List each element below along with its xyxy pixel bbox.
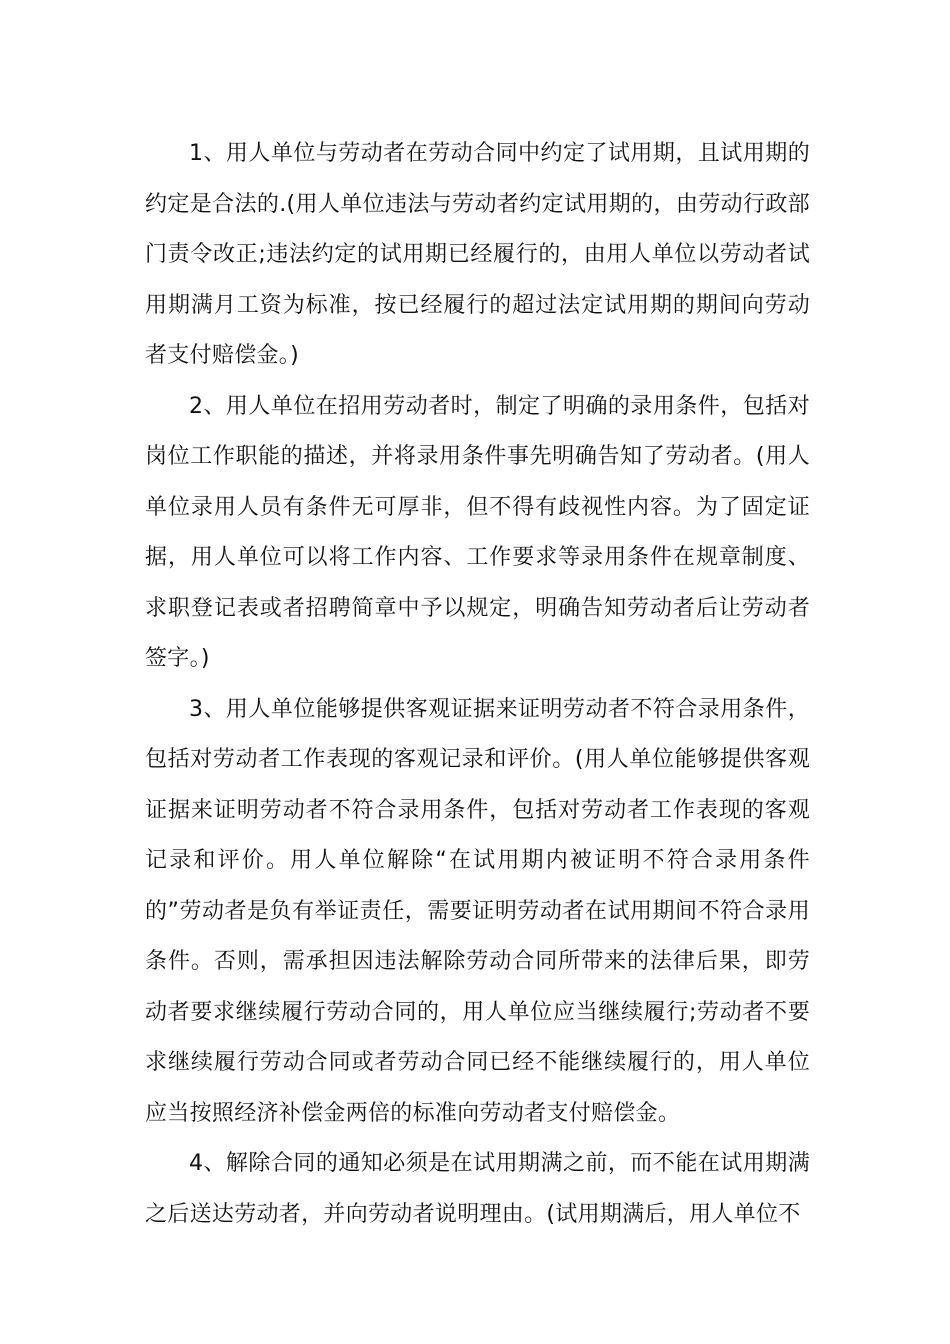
paragraph-3: 3、用人单位能够提供客观证据来证明劳动者不符合录用条件，包括对劳动者工作表现的客观记录和评价。(用人单位能够提供客观证据来证明劳动者不符合录用条件，包括对劳动者工作表现的客观记录和评价。用人单位解除“在试用期内被证明不符合录用条件的”劳动者是负有举证责任，需要证明劳动者在试用期间不符合录用条件。否则，需承担因违法解除劳动合同所带来的法律后果，即劳动者要求继续履行劳动合同的，用人单位应当继续履行;劳动者不要求继续履行劳动合同或者劳动合同已经不能继续履行的，用人单位应当按照经济补偿金两倍的标准向劳动者支付赔偿金。: [145, 696, 810, 1126]
paragraph-1: 1、用人单位与劳动者在劳动合同中约定了试用期，且试用期的约定是合法的.(用人单位违法与劳动者约定试用期的，由劳动行政部门责令改正;违法约定的试用期已经履行的，由用人单位以劳动者试用期满月工资为标准，按已经履行的超过法定试用期的期间向劳动者支付赔偿金。): [145, 141, 810, 368]
document-body: [145, 129, 810, 1240]
paragraph-2: 2、用人单位在招用劳动者时，制定了明确的录用条件，包括对岗位工作职能的描述，并将录用条件事先明确告知了劳动者。(用人单位录用人员有条件无可厚非，但不得有歧视性内容。为了固定证据，用人单位可以将工作内容、工作要求等录用条件在规章制度、求职登记表或者招聘简章中予以规定，明确告知劳动者后让劳动者签字。): [145, 393, 810, 671]
paragraph-4: 4、解除合同的通知必须是在试用期满之前，而不能在试用期满之后送达劳动者，并向劳动者说明理由。(试用期满后，用人单位不: [145, 1151, 810, 1227]
